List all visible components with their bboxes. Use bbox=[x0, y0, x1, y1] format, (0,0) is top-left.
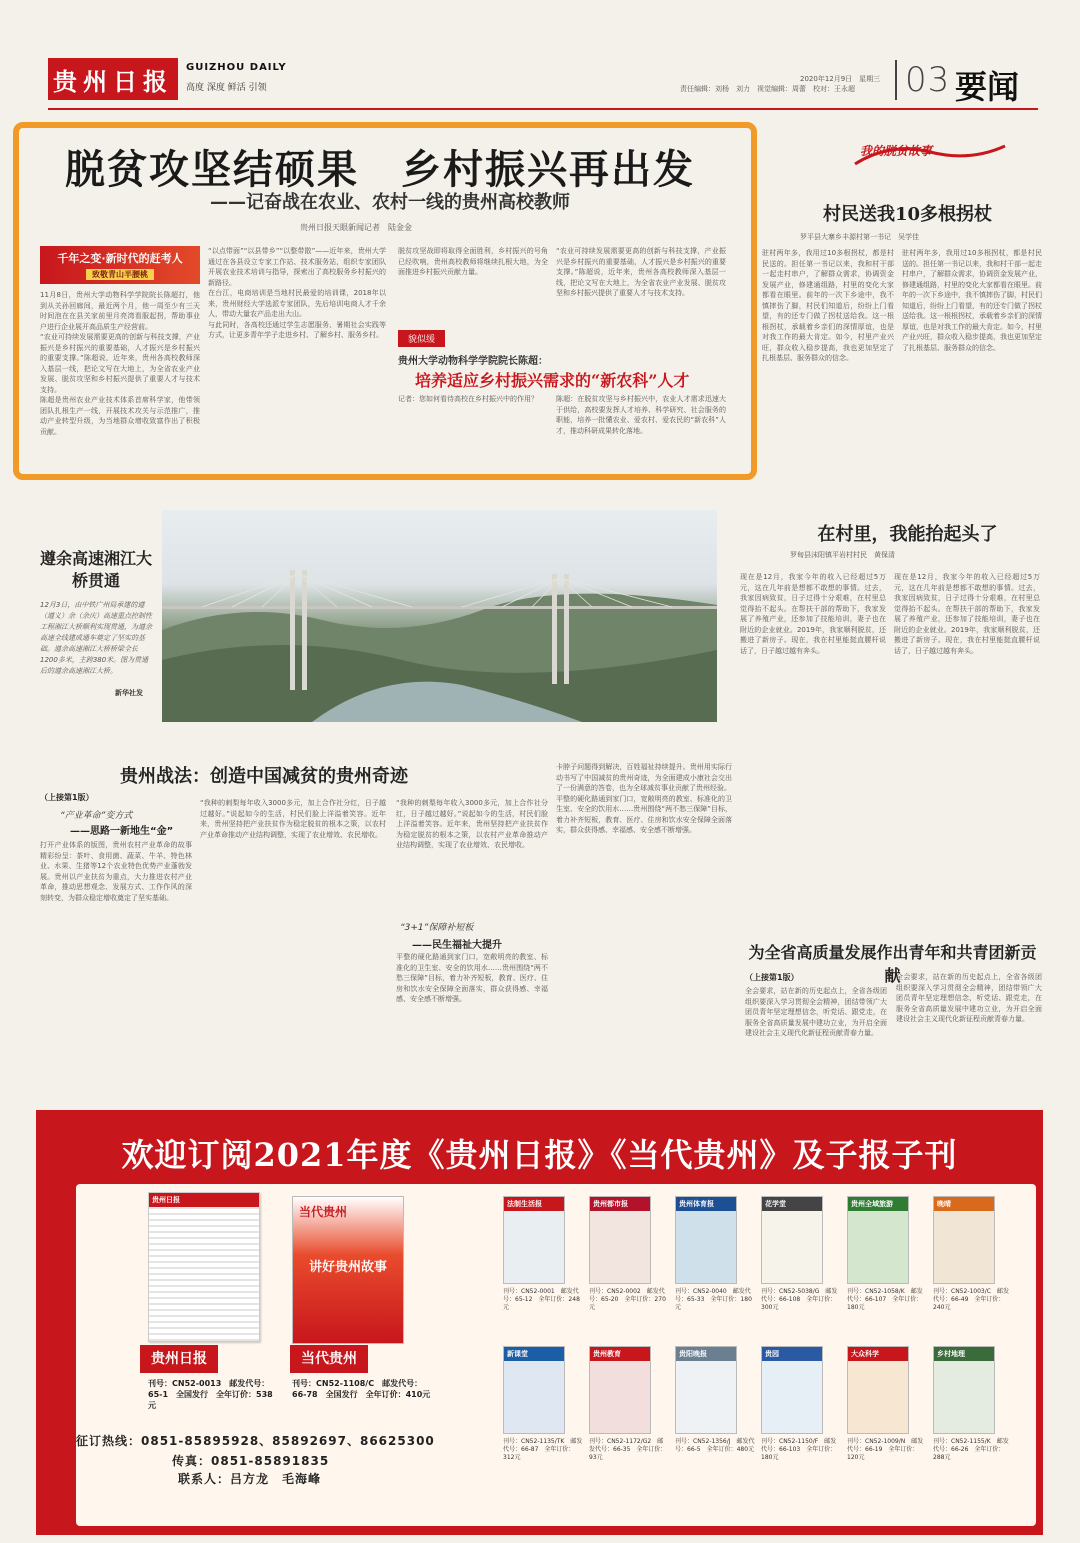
lead-body-col2 bbox=[208, 246, 386, 474]
my-story-badge-label: 我的脱贫故事 bbox=[860, 144, 933, 158]
magazine-dangdai-guizhou[interactable] bbox=[292, 1196, 404, 1344]
story2-body-col1 bbox=[40, 840, 192, 1102]
story2-headline[interactable]: 贵州战法：创造中国减贫的贵州奇迹 bbox=[120, 766, 408, 787]
cover-row2-6-meta: 刊号：CN52-1155/K 邮发代号：66-26 全年订价：288元 bbox=[933, 1438, 1009, 1461]
right-story2-body-col1 bbox=[740, 572, 886, 922]
interview-body-col2 bbox=[556, 394, 726, 472]
masthead-rule bbox=[48, 108, 1038, 110]
cover-row1-2[interactable] bbox=[589, 1196, 651, 1284]
guizhou-daily-meta: 刊号：CN52-0013 邮发代号：65-1 全国发行 全年订价：538元 bbox=[148, 1379, 273, 1410]
story2-kicker-2: “3+1”保障补短板 bbox=[400, 923, 474, 933]
right-story1-text: 驻村两年多，我用过10多根拐杖，都是村民送的。担任第一书记以来，我和村干部一起走村串户，了解群众需求，协调资金发展产业，修建通组路，村里的变化大家都看在眼里。前年的一次下乡途中，我不慎摔伤了脚，村民们知道后，纷纷上门看望，有的还专门做了拐杖送给我。这一根根拐杖，承载着乡亲们的深情厚谊，也是对我工作的最大肯定。如今，村里产业兴旺，群众收入稳步提高，我也更加坚定了扎根基层、服务群众的信念。 bbox=[762, 249, 894, 362]
lead-subhead: ——记奋战在农业、农村一线的贵州高校教师 bbox=[210, 192, 570, 213]
cover-row1-6-meta: 刊号：CN52-1003/C 邮发代号：66-49 全年订价：240元 bbox=[933, 1288, 1009, 1311]
right-story3-text: 全会要求，站在新的历史起点上，全省各级团组织要深入学习贯彻全会精神，团结带领广大团员青年坚定理想信念，听党话、跟党走，在服务全省高质量发展中建功立业，为开启全面建设社会主义现代化新征程贡献青春力量。 bbox=[745, 987, 887, 1037]
story2-text: 卡脖子问题得到解决，百姓福祉持续提升。贵州用实际行动书写了中国减贫的贵州奇迹，为全面建成小康社会交出了一份满意的答卷，也为全球减贫事业贡献了贵州经验。 bbox=[556, 763, 732, 792]
my-story-badge bbox=[850, 136, 1010, 174]
story2-dateline: （上接第1版） bbox=[40, 793, 94, 802]
story2-subhead-1: ——思路一新地生“金” bbox=[70, 826, 174, 837]
cover-title: 大众科学 bbox=[848, 1347, 908, 1361]
right-story2-text: 现在是12月，我家今年的收入已经超过5万元，这在几年前是想都不敢想的事情。过去，我家因病致贫，日子过得十分艰难，在村里总觉得抬不起头。在帮扶干部的帮助下，我家发展了养殖产业，还参加了技能培训，妻子也在附近的企业就业。2019年，我家顺利脱贫，还搬进了新房子。现在，我在村里能挺直腰杆说话了，日子越过越有奔头。 bbox=[740, 573, 886, 655]
paper-guizhou-daily-mast: 贵州日报 bbox=[149, 1193, 259, 1207]
cover-row1-3-meta: 刊号：CN52-0040 邮发代号：65-33 全年订价：180元 bbox=[675, 1288, 752, 1311]
dangdai-guizhou-label: 当代贵州 bbox=[290, 1345, 368, 1373]
column-badge-title: 千年之变·新时代的赶考人 bbox=[57, 252, 183, 265]
right-story2-body-col2 bbox=[894, 572, 1040, 922]
subscription-fax: 传真：0851-85891835 bbox=[172, 1454, 330, 1468]
photo-credit: 新华社发 bbox=[115, 689, 143, 697]
cover-row2-4[interactable] bbox=[761, 1346, 823, 1434]
page-number: 03 bbox=[895, 60, 950, 100]
section-title: 要闻 bbox=[955, 68, 1020, 106]
story2-text: 打开产业体系的版图，贵州农村产业革命的故事精彩纷呈：茶叶、食用菌、蔬菜、牛羊、特色林业、水果、生猪等12个农业特色优势产业蓬勃发展。贵州以产业扶贫为重点，大力推进农村产业革命，推动思想观念、发展方式、工作作风的深刻转变，为群众稳定增收奠定了坚实基础。 bbox=[40, 841, 192, 902]
cover-title: 贵州体育报 bbox=[676, 1197, 736, 1211]
cover-row2-5-meta: 刊号：CN52-1009/N 邮发代号：66-19 全年订价：120元 bbox=[847, 1438, 924, 1461]
lead-para: “农业可持续发展需要更高的创新与科技支撑，产业振兴是乡村振兴的重要基础，人才振兴是乡村振兴的重要支撑。”陈超说，近年来，贵州各高校教师深入基层一线，把论文写在大地上，为全省农业产业发展、脱贫攻坚和乡村振兴提供了重要人才与技术支持。 bbox=[40, 333, 200, 394]
right-story3-text: 全会要求，站在新的历史起点上，全省各级团组织要深入学习贯彻全会精神，团结带领广大团员青年坚定理想信念，听党话、跟党走，在服务全省高质量发展中建功立业，为开启全面建设社会主义现代化新征程贡献青春力量。 bbox=[896, 973, 1042, 1023]
newspaper-name-en: GUIZHOU DAILY bbox=[186, 62, 287, 73]
cover-row1-2-meta: 刊号：CN52-0002 邮发代号：65-20 全年订价：270元 bbox=[589, 1288, 666, 1311]
bridge-photo[interactable] bbox=[162, 510, 717, 722]
lead-para: 脱贫攻坚战即将取得全面胜利，乡村振兴的号角已经吹响，贵州高校教师将继续扎根大地，为全面推进乡村振兴贡献力量。 bbox=[398, 247, 548, 276]
story2-subhead-2: ——民生福祉大提升 bbox=[412, 940, 502, 951]
editor-credits: 责任编辑：刘杨 刘力 视觉编辑：周蕾 校对：王永超 bbox=[680, 85, 855, 93]
magazine-dangdai-mast: 当代贵州 bbox=[299, 1205, 348, 1219]
cover-title: 乡村地理 bbox=[934, 1347, 994, 1361]
story2-text: 平整的硬化路通到家门口，宽敞明亮的教室、标准化的卫生室、安全的饮用水……贵州围绕“两不愁三保障”目标，着力补齐短板，教育、医疗、住房和饮水安全保障全面落实，群众获得感、幸福感、安全感不断增强。 bbox=[396, 953, 548, 1003]
right-story1-byline: 罗平县大寨乡丰源村第一书记 吴学佳 bbox=[800, 233, 919, 241]
right-story3-headline[interactable]: 为全省高质量发展作出青年和共青团新贡献 bbox=[748, 943, 1037, 985]
story2-text: 平整的硬化路通到家门口，宽敞明亮的教室、标准化的卫生室、安全的饮用水……贵州围绕“两不愁三保障”目标，着力补齐短板，教育、医疗、住房和饮水安全保障全面落实，群众获得感、幸福感、安全感不断增强。 bbox=[556, 794, 732, 834]
cover-row1-4[interactable] bbox=[761, 1196, 823, 1284]
interview-body-col1 bbox=[398, 394, 548, 472]
right-story2-headline[interactable]: 在村里，我能抬起头了 bbox=[817, 524, 998, 545]
cover-row1-6[interactable] bbox=[933, 1196, 995, 1284]
lead-body-col4 bbox=[556, 246, 726, 326]
newspaper-slogan: 高度 深度 鲜活 引领 bbox=[186, 83, 267, 93]
right-story3-body-col1 bbox=[745, 986, 887, 1098]
lead-para: “农业可持续发展需要更高的创新与科技支撑，产业振兴是乡村振兴的重要基础，人才振兴是乡村振兴的重要支撑。”陈超说，近年来，贵州各高校教师深入基层一线，把论文写在大地上，为全省农业产业发展、脱贫攻坚和乡村振兴提供了重要人才与技术支持。 bbox=[556, 247, 726, 297]
story2-body-col2 bbox=[200, 798, 386, 1102]
lead-para: 与此同时，各高校还通过学生志愿服务、暑期社会实践等方式，让更多青年学子走进乡村、了解乡村、服务乡村。 bbox=[208, 320, 386, 339]
story2-body-col3b bbox=[396, 952, 548, 1102]
lead-byline: 贵州日报天眼新闻记者 陆金金 bbox=[300, 223, 412, 232]
ad-title: 欢迎订阅2021年度《贵州日报》《当代贵州》及子报子刊 bbox=[121, 1136, 958, 1174]
cover-row2-2-meta: 刊号：CN52-1172/G2 邮发代号：66-35 全年订价：93元 bbox=[589, 1438, 667, 1461]
lead-para: 11月8日，贵州大学动物科学学院院长陈超打，他到从关孙回廊间，最近两个月，他一周至少有三天时间泡在在县关家前里月亮湾看服起拐，帮助事业户进行企业展开高品质生产经营前。 bbox=[40, 291, 200, 331]
paper-guizhou-daily-body bbox=[149, 1207, 259, 1341]
right-story2-text: 现在是12月，我家今年的收入已经超过5万元，这在几年前是想都不敢想的事情。过去，我家因病致贫，日子过得十分艰难，在村里总觉得抬不起头。在帮扶干部的帮助下，我家发展了养殖产业，还参加了技能培训，妻子也在附近的企业就业。2019年，我家顺利脱贫，还搬进了新房子。现在，我在村里能挺直腰杆说话了，日子越过越有奔头。 bbox=[894, 573, 1040, 655]
magazine-dangdai-cover-title: 讲好贵州故事 bbox=[308, 1260, 387, 1275]
cover-title: 贵园 bbox=[762, 1347, 822, 1361]
cover-title: 法制生活报 bbox=[504, 1197, 564, 1211]
newspaper-logo: 贵州日报 bbox=[48, 58, 178, 100]
photo-caption-headline: 遵余高速湘江大桥贯通 bbox=[40, 549, 153, 590]
lead-para: 陈超是贵州农业产业技术体系首席科学家，他带领团队扎根生产一线，开展技术攻关与示范推广，推动产业转型升级，为当地群众增收致富作出了积极贡献。 bbox=[40, 396, 200, 436]
cover-row2-6[interactable] bbox=[933, 1346, 995, 1434]
cover-row2-3[interactable] bbox=[675, 1346, 737, 1434]
photo-caption-text: 12月3日，由中铁广州局承建的遵（遵义）余（余庆）高速重点控制性工程湘江大桥顺利实现贯通，为遵余高速全线建成通车奠定了坚实的基础。遵余高速湘江大桥桥梁全长1200多米，主跨380米。图为贯通后的遵余高速湘江大桥。 bbox=[40, 601, 152, 675]
lead-para: 在台江，电商培训是当地村民最爱的培训课，2018年以来，贵州财经大学选派专家团队，先后培训电商人才千余人，带动大量农产品走出大山。 bbox=[208, 289, 386, 318]
bridge-illustration bbox=[162, 510, 717, 722]
cover-row1-5-meta: 刊号：CN52-1058/K 邮发代号：66-107 全年订价：180元 bbox=[847, 1288, 923, 1311]
cover-title: 贵州全域旅游 bbox=[848, 1197, 908, 1211]
lead-body-col1 bbox=[40, 290, 200, 474]
cover-row1-1-meta: 刊号：CN52-0001 邮发代号：65-12 全年订价：248元 bbox=[503, 1288, 580, 1311]
cover-row2-1-meta: 刊号：CN52-1135/TK 邮发代号：66-87 全年订价：312元 bbox=[503, 1438, 583, 1461]
cover-row1-4-meta: 刊号：CN52-5038/G 邮发代号：66-108 全年订价：300元 bbox=[761, 1288, 838, 1311]
right-story3-body-col2 bbox=[896, 972, 1042, 1098]
right-story2-byline: 罗甸县沫阳镇平岩村村民 黄保清 bbox=[790, 551, 895, 559]
right-story3-dateline: （上接第1版） bbox=[745, 973, 799, 982]
story2-body-col3a bbox=[396, 798, 548, 914]
story2-kicker-1: “产业革命”变方式 bbox=[60, 811, 133, 821]
interview-headline[interactable]: 培养适应乡村振兴需求的“新农科”人才 bbox=[415, 371, 690, 390]
cover-row2-2[interactable] bbox=[589, 1346, 651, 1434]
cover-row1-5[interactable] bbox=[847, 1196, 909, 1284]
cover-title: 新课堂 bbox=[504, 1347, 564, 1361]
cover-row1-1[interactable] bbox=[503, 1196, 565, 1284]
story2-text: “我种的刺梨每年收入3000多元，加上合作社分红，日子越过越好。”说起如今的生活，村民们脸上洋溢着笑容。近年来，贵州坚持把产业扶贫作为稳定脱贫的根本之策，以农村产业革命推动产业结构调整，实现了农业增效、农民增收。 bbox=[396, 799, 548, 849]
story2-body-col4 bbox=[556, 762, 732, 1102]
lead-para: “以点带面”“以县带乡”“以整带散”——近年来，贵州大学通过在各县设立专家工作站、技术服务站，组织专家团队开展农业技术培训与指导，探索出了高校服务乡村振兴的新路径。 bbox=[208, 247, 386, 287]
right-story1-body-col2 bbox=[902, 248, 1042, 488]
right-story1-body-col1 bbox=[762, 248, 894, 488]
cover-row2-3-meta: 刊号：CN52-1356/J 邮发代号：66-5 全年订价：480元 bbox=[675, 1438, 755, 1453]
lead-body-col3 bbox=[398, 246, 548, 326]
cover-title: 贵阳晚报 bbox=[676, 1347, 736, 1361]
cover-row2-5[interactable] bbox=[847, 1346, 909, 1434]
cover-row2-4-meta: 刊号：CN52-1150/F 邮发代号：66-103 全年订价：180元 bbox=[761, 1438, 837, 1461]
interview-question: 记者：您如何看待高校在乡村振兴中的作用？ bbox=[398, 395, 538, 403]
cover-row1-3[interactable] bbox=[675, 1196, 737, 1284]
column-badge bbox=[40, 246, 200, 284]
cover-title: 晚晴 bbox=[934, 1197, 994, 1211]
interview-tag: 貌似缓 bbox=[398, 330, 445, 347]
dangdai-guizhou-meta: 刊号：CN52-1108/C 邮发代号：66-78 全国发行 全年订价：410元 bbox=[292, 1379, 431, 1399]
interview-answer: 陈超：在脱贫攻坚与乡村振兴中，农业人才需求迅速大于供给，高校要发挥人才培养、科学研究、社会服务的职能，培养一批懂农业、爱农村、爱农民的“新农科”人才，推动科研成果转化落地。 bbox=[556, 395, 726, 435]
cover-title: 花学堂 bbox=[762, 1197, 822, 1211]
guizhou-daily-label: 贵州日报 bbox=[140, 1345, 218, 1373]
issue-date: 2020年12月9日 星期三 bbox=[800, 75, 881, 83]
column-badge-small: 致敬青山半腰桃 bbox=[86, 269, 154, 280]
cover-row2-1[interactable] bbox=[503, 1346, 565, 1434]
cover-title: 贵州都市报 bbox=[590, 1197, 650, 1211]
interview-kicker: 贵州大学动物科学学院院长陈超： bbox=[398, 356, 548, 367]
lead-headline[interactable]: 脱贫攻坚结硕果 乡村振兴再出发 bbox=[65, 146, 695, 193]
subscription-hotline: 征订热线：0851-85895928、85892697、86625300 bbox=[76, 1434, 435, 1448]
right-story1-text: 驻村两年多，我用过10多根拐杖，都是村民送的。担任第一书记以来，我和村干部一起走村串户，了解群众需求，协调资金发展产业，修建通组路，村里的变化大家都看在眼里。前年的一次下乡途中，我不慎摔伤了脚，村民们知道后，纷纷上门看望，有的还专门做了拐杖送给我。这一根根拐杖，承载着乡亲们的深情厚谊，也是对我工作的最大肯定。如今，村里产业兴旺，群众收入稳步提高，我也更加坚定了扎根基层、服务群众的信念。 bbox=[902, 249, 1042, 352]
story2-text: “我种的刺梨每年收入3000多元，加上合作社分红，日子越过越好。”说起如今的生活，村民们脸上洋溢着笑容。近年来，贵州坚持把产业扶贫作为稳定脱贫的根本之策，以农村产业革命推动产业结构调整，实现了农业增效、农民增收。 bbox=[200, 799, 386, 839]
paper-guizhou-daily[interactable] bbox=[148, 1192, 260, 1342]
cover-title: 贵州教育 bbox=[590, 1347, 650, 1361]
subscription-contact: 联系人：吕方龙 毛海峰 bbox=[178, 1472, 322, 1486]
right-story1-headline[interactable]: 村民送我10多根拐杖 bbox=[822, 204, 993, 225]
